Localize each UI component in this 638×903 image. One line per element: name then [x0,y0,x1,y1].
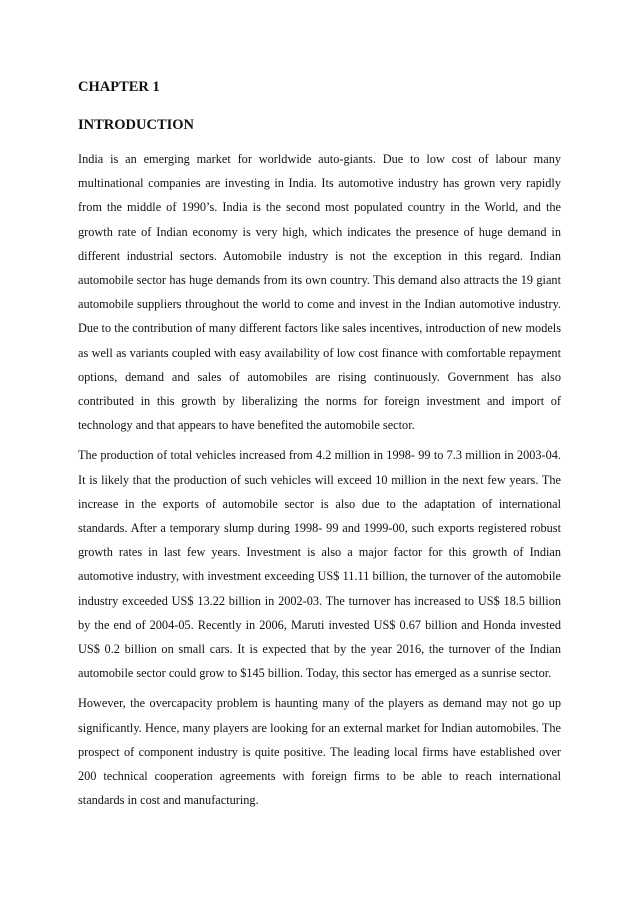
paragraph-overcapacity: However, the overcapacity problem is haunting many of the players as demand may not go up significantly. Hence, many players are looking for an external market for Indian automobiles. The prospect of component industry is quite positive. The leading local firms have established over 200 technical cooperation agreements with foreign firms to be able to reach international standards in cost and manufacturing. [78,696,561,808]
paragraph-intro: India is an emerging market for worldwide auto-giants. Due to low cost of labour many multinational companies are investing in India. Its automotive industry has grown very rapidly from the middle of 1990’s. India is the second most populated country in the World, and the growth rate of Indian economy is very high, which indicates the presence of huge demand in different industrial sectors. Automobile industry is not the exception in this regard. Indian automobile sector has huge demands from its own country. This demand also attracts the 19 giant automobile suppliers throughout the world to come and invest in the Indian automotive industry. Due to the contribution of many different factors like sales incentives, introduction of new models as well as variants coupled with easy availability of low cost finance with comfortable repayment options, demand and sales of automobiles are rising continuously. Government has also contributed in this growth by liberalizing the norms for foreign investment and import of technology and that appears to have benefited the automobile sector. [78,152,561,433]
paragraph-production: The production of total vehicles increased from 4.2 million in 1998- 99 to 7.3 million in 2003-04. It is likely that the production of such vehicles will exceed 10 million in the next few years. The increase in the exports of automobile sector is also due to the adaptation of international standards. After a temporary slump during 1998- 99 and 1999-00, such exports registered robust growth rates in last few years. Investment is also a major factor for this growth of Indian automotive industry, with investment exceeding US$ 11.11 billion, the turnover of the automobile industry exceeded US$ 13.22 billion in 2002-03. The turnover has increased to US$ 18.5 billion by the end of 2004-05. Recently in 2006, Maruti invested US$ 0.67 billion and Honda invested US$ 0.2 billion on small cars. It is expected that by the year 2016, the turnover of the Indian automobile sector could grow to $145 billion. Today, this sector has emerged as a sunrise sector. [78,448,561,681]
chapter-label: CHAPTER 1 [78,79,160,95]
body-text [78,147,561,818]
section-title: INTRODUCTION [78,117,195,133]
